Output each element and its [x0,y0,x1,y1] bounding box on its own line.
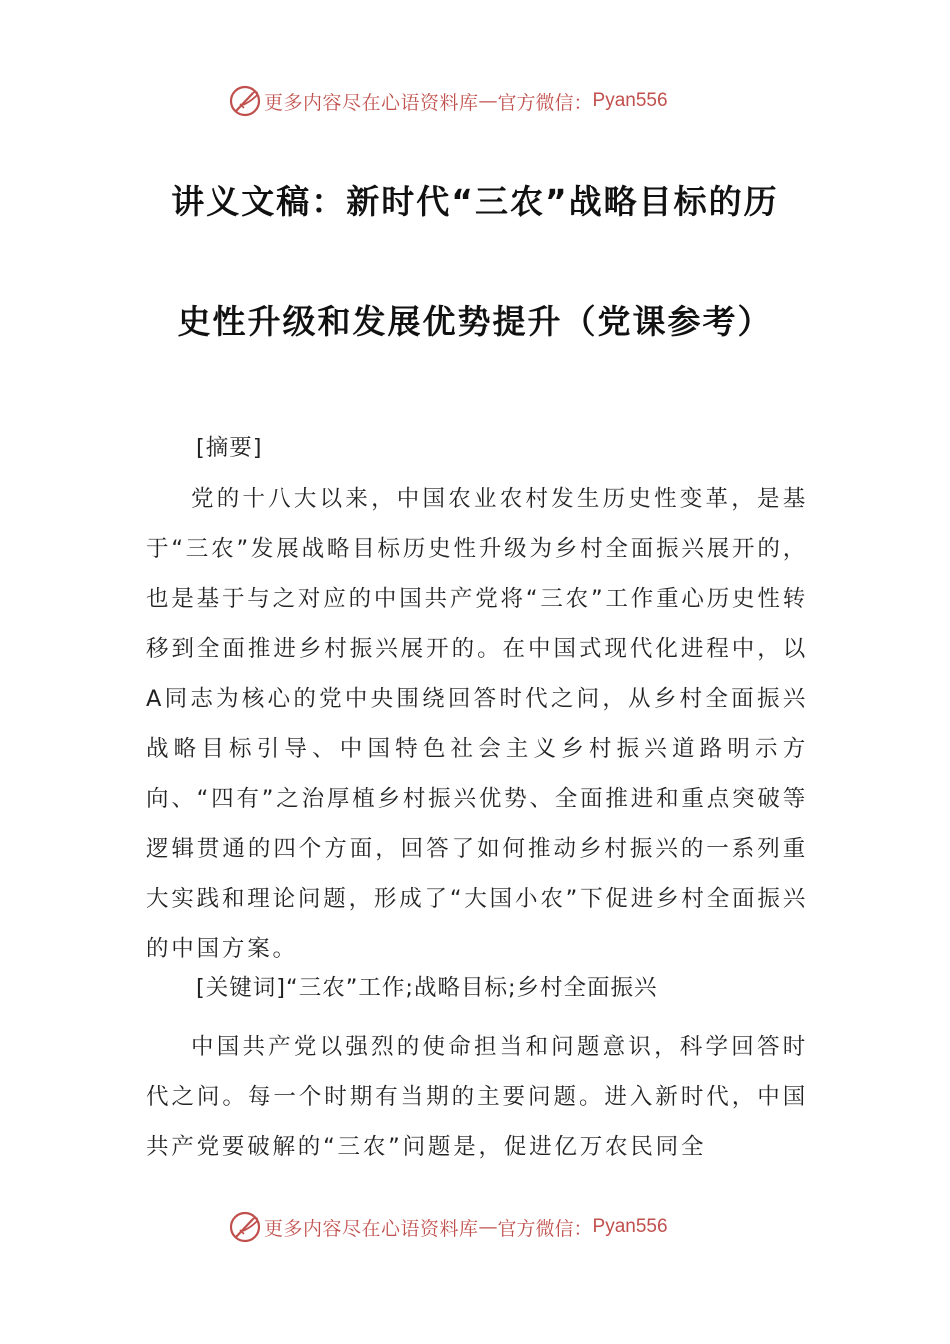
quill-logo-icon [228,1210,262,1244]
body-paragraph: 中国共产党以强烈的使命担当和问题意识，科学回答时代之问。每一个时期有当期的主要问题。进入新时代，中国共产党要破解的“三农”问题是，促进亿万农民同全 [146,1034,808,1160]
watermark-header [228,84,668,118]
document-title-line-2: 史性升级和发展优势提升（党课参考） [177,302,773,341]
abstract-label: [摘要] [196,435,263,461]
watermark-wechat-label: 官方微信： [497,91,593,114]
keywords-line: [关键词]“三农”工作;战略目标;乡村全面振兴 [196,975,658,1001]
watermark-wechat-id: Pyan556 [592,1216,668,1237]
watermark-text: 更多内容尽在心语资料库 [264,91,479,114]
watermark-wechat-id: Pyan556 [592,90,668,111]
quill-logo-icon [228,84,262,118]
watermark-dash: — [478,90,498,112]
watermark-footer [228,1210,668,1244]
document-title-line-1: 讲义文稿：新时代“三农”战略目标的历 [171,182,779,221]
watermark-wechat-label: 官方微信： [497,1217,593,1240]
watermark-dash: — [478,1216,498,1238]
watermark-text: 更多内容尽在心语资料库 [264,1217,479,1240]
abstract-paragraph: 党的十八大以来，中国农业农村发生历史性变革，是基于“三农”发展战略目标历史性升级为乡村全面振兴展开的，也是基于与之对应的中国共产党将“三农”工作重心历史性转移到全面推进乡村振兴展开的。在中国式现代化进程中，以A同志为核心的党中央围绕回答时代之问，从乡村全面振兴战略目标引导、中国特色社会主义乡村振兴道路明示方向、“四有”之治厚植乡村振兴优势、全面推进和重点突破等逻辑贯通的四个方面，回答了如何推动乡村振兴的一系列重大实践和理论问题，形成了“大国小农”下促进乡村全面振兴的中国方案。 [146,486,808,962]
